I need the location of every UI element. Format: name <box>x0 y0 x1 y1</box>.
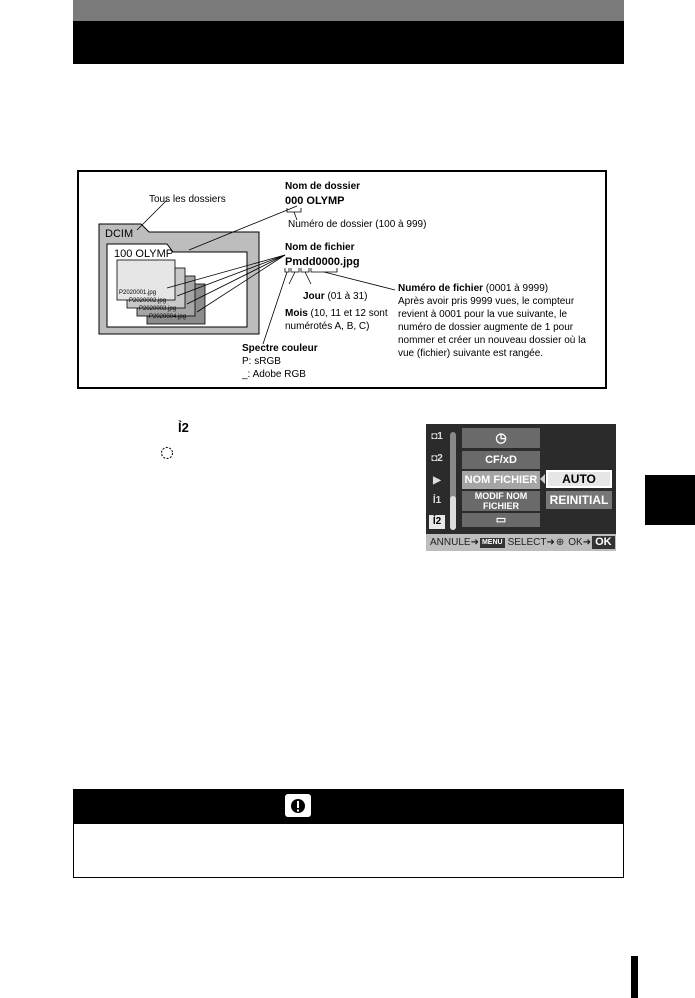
folder-100-label: 100 OLYMP <box>114 248 174 260</box>
arrow-pad-icon <box>160 446 174 460</box>
camera-2-icon[interactable]: ◘2 <box>431 453 443 464</box>
color-space-adobe: _: Adobe RGB <box>242 369 306 380</box>
annule-label: ANNULE <box>430 537 471 548</box>
day-title: Jour <box>303 291 325 302</box>
color-space-srgb: P: sRGB <box>242 356 281 367</box>
folder-number-label: Numéro de dossier (100 à 999) <box>288 219 427 230</box>
color-space-title: Spectre couleur <box>242 343 318 354</box>
menu-scrollbar-thumb[interactable] <box>450 496 456 530</box>
file-naming-diagram <box>77 170 607 389</box>
menu-key-icon: MENU <box>481 538 503 546</box>
file-number-range: (0001 à 9999) <box>483 283 549 294</box>
select-label: SELECT <box>507 537 547 548</box>
camera-1-icon[interactable]: ◘1 <box>431 431 443 442</box>
month-desc-2: numérotés A, B, C) <box>285 321 370 332</box>
folder-name-title: Nom de dossier <box>285 181 361 192</box>
file-label: P2020001.jpg <box>119 290 157 296</box>
option-reinitial[interactable]: REINITIAL <box>546 491 612 509</box>
month-label <box>285 308 388 320</box>
day-label <box>303 291 367 303</box>
warning-header <box>73 789 624 824</box>
option-auto[interactable]: AUTO <box>546 470 612 488</box>
file-number-desc-line: Après avoir pris 9999 vues, le compteur <box>398 296 575 307</box>
submenu-arrow-icon <box>540 474 545 484</box>
file-name-example: Pmdd0000.jpg <box>285 256 360 268</box>
file-number-desc-line: vue (fichier) suivante est rangée. <box>398 348 544 359</box>
file-number-desc-line: nommer et créer un nouveau dossier où la <box>398 335 586 346</box>
month-title: Mois <box>285 308 308 319</box>
file-number-title: Numéro de fichier <box>398 283 484 294</box>
clock-icon[interactable]: ◷ <box>462 428 540 448</box>
camera-menu-screen <box>426 424 616 551</box>
page-edge-mark <box>631 956 638 998</box>
file-number-desc-line: numéro de dossier augmente de 1 pour <box>398 322 574 333</box>
menu-item-cfxd[interactable]: CF/xD <box>462 451 540 469</box>
file-number-heading <box>398 283 548 295</box>
setup-1-icon[interactable]: Ỉ1 <box>432 495 442 506</box>
ok-key-icon: OK <box>592 536 615 549</box>
screen-icon[interactable]: ▭ <box>462 513 540 527</box>
all-folders-label: Tous les dossiers <box>149 194 226 205</box>
ok-label: OK <box>568 537 583 548</box>
file-label: P2020003.jpg <box>139 306 177 312</box>
dcim-folder-label: DCIM <box>105 228 134 240</box>
dpad-icon: ⊕ <box>555 537 565 548</box>
camera-footer <box>426 534 616 551</box>
warning-body <box>73 824 624 878</box>
menu-scrollbar[interactable] <box>450 432 456 530</box>
setup-2-icon[interactable]: Ỉ2 <box>429 515 445 529</box>
file-number-desc-line: revient à 0001 pour la vue suivante, le <box>398 309 567 320</box>
chapter-tab <box>645 475 695 525</box>
file-label: P2020002.jpg <box>129 298 167 304</box>
arrow-icon: ➜ <box>546 537 555 548</box>
day-range: (01 à 31) <box>324 291 368 302</box>
warning-icon <box>285 794 311 817</box>
menu-item-nom-fichier[interactable]: NOM FICHIER <box>462 471 540 489</box>
header-bar-light <box>73 0 624 21</box>
menu-item-modif-nom-fichier[interactable]: MODIF NOM FICHIER <box>462 491 540 511</box>
header-bar-dark <box>73 21 624 64</box>
setup-2-icon: Ỉ2 <box>178 420 189 435</box>
file-name-title: Nom de fichier <box>285 242 355 253</box>
month-desc: (10, 11 et 12 sont <box>307 308 388 319</box>
playback-icon[interactable]: ▶ <box>433 475 441 486</box>
arrow-icon: ➜ <box>582 537 592 548</box>
folder-name-example: 000 OLYMP <box>285 195 345 207</box>
file-label: P2020004.jpg <box>149 314 187 320</box>
arrow-icon: ➜ <box>470 537 479 548</box>
